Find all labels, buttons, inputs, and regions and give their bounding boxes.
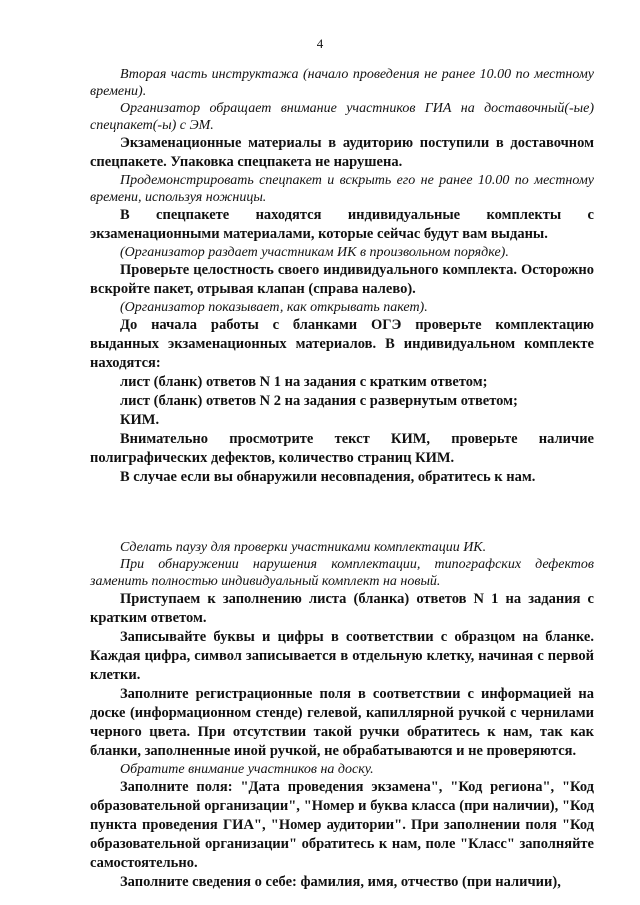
instruction-note: Сделать паузу для проверки участниками комплектации ИК. [120,540,487,555]
spoken-text: До начала работы с бланками ОГЭ проверьте комплектацию выданных экзаменационных материалов. В индивидуальном комплекте находятся: [90,317,594,371]
spoken-text: В случае если вы обнаружили несовпадения, обратитесь к нам. [120,469,536,485]
spoken-text: Записывайте буквы и цифры в соответствии с образцом на бланке. Каждая цифра, символ записывается в отдельную клетку, начиная с первой клетки. [90,629,594,683]
instruction-note: (Организатор раздает участникам ИК в произвольном порядке). [120,245,509,260]
instruction-note: Вторая часть инструктажа (начало проведения не ранее 10.00 по местному времени). [90,67,594,99]
spoken-text: лист (бланк) ответов N 1 на задания с кратким ответом; [120,374,488,390]
spoken-text: Проверьте целостность своего индивидуального комплекта. Осторожно вскройте пакет, отрывая клапан (справа налево). [90,262,594,297]
spoken-text: Заполните регистрационные поля в соответствии с информацией на доске (информационном стенде) гелевой, капиллярной ручкой с чернилами черного цвета. При отсутствии такой ручки обратитесь к нам, так как бланки, заполненные иной ручкой, не обрабатываются и не проверяются. [90,686,594,759]
spoken-text: Внимательно просмотрите текст КИМ, проверьте наличие полиграфических дефектов, количество страниц КИМ. [90,431,594,466]
page-number: 4 [316,36,324,51]
instruction-note: При обнаружении нарушения комплектации, типографских дефектов заменить полностью индивидуальный комплект на новый. [90,557,594,589]
spoken-text: лист (бланк) ответов N 2 на задания с развернутым ответом; [120,393,518,409]
spoken-text: КИМ. [120,412,160,428]
paragraph-spacer [90,503,594,523]
spoken-text: В спецпакете находятся индивидуальные комплекты с экзаменационными материалами, которые сейчас будут вам выданы. [90,207,594,242]
instruction-note: Организатор обращает внимание участников ГИА на доставочный(-ые) спецпакет(-ы) с ЭМ. [90,101,594,133]
document-body [90,66,594,892]
instruction-note: Обратите внимание участников на доску. [120,762,374,777]
instruction-note: Продемонстрировать спецпакет и вскрыть его не ранее 10.00 по местному времени, используя ножницы. [90,173,594,205]
spoken-text: Заполните поля: "Дата проведения экзамена", "Код региона", "Код образовательной организации", "Номер и буква класса (при наличии), "Код пункта проведения ГИА", "Номер аудитории". При заполнении поля "Код образовательной организации" обратитесь к нам, поле "Класс" заполняйте самостоятельно. [90,779,594,871]
instruction-note: (Организатор показывает, как открывать пакет). [120,300,428,315]
spoken-text: Экзаменационные материалы в аудиторию поступили в доставочном спецпакете. Упаковка спецпакета не нарушена. [90,135,594,170]
spoken-text: Заполните сведения о себе: фамилия, имя, отчество (при наличии), [120,874,561,890]
spoken-text: Приступаем к заполнению листа (бланка) ответов N 1 на задания с кратким ответом. [90,591,594,626]
